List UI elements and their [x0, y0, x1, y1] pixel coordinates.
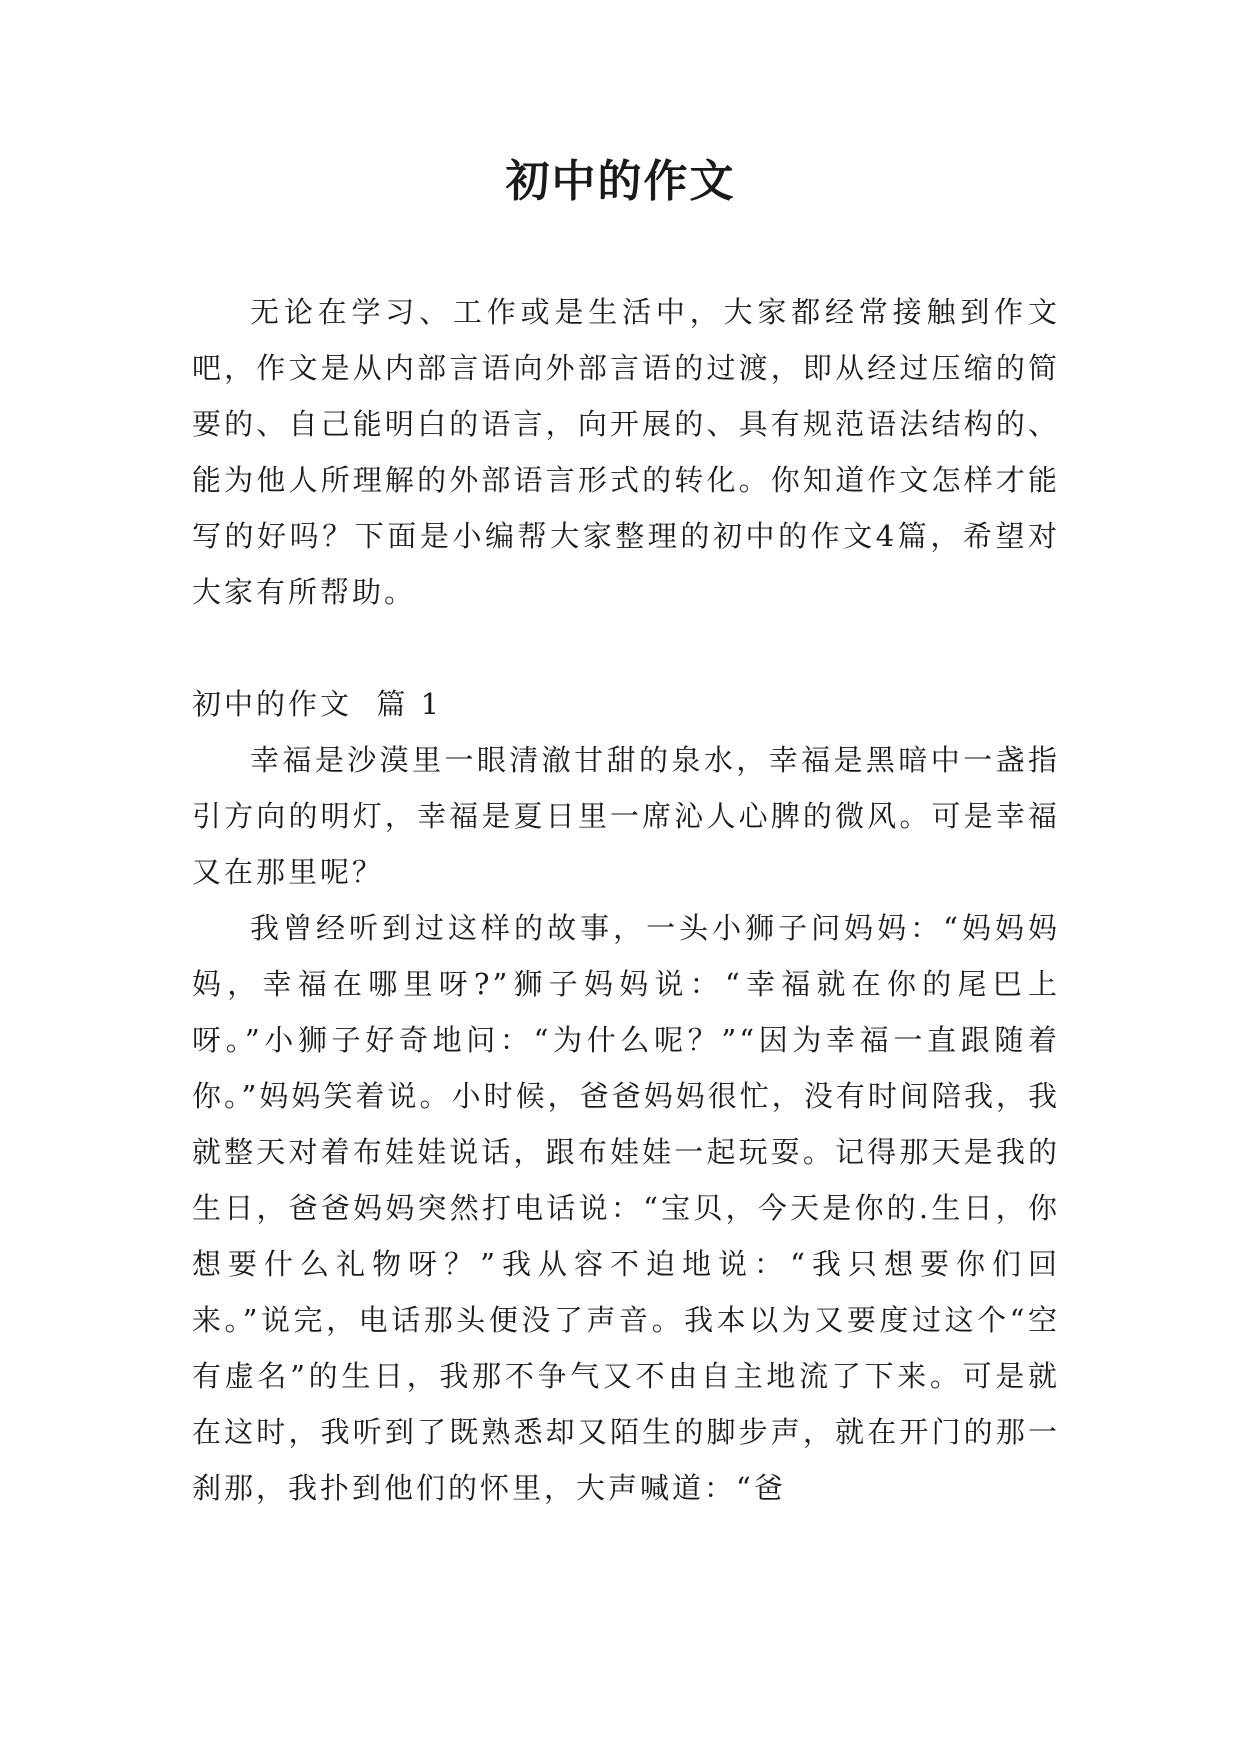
body-paragraph-2: 我曾经听到过这样的故事，一头小狮子问妈妈：“妈妈妈妈，幸福在哪里呀?”狮子妈妈说：“幸福就在你的尾巴上呀。”小狮子好奇地问：“为什么呢？”“因为幸福一直跟随着你。”妈妈笑着说。小时候，爸爸妈妈很忙，没有时间陪我，我就整天对着布娃娃说话，跟布娃娃一起玩耍。记得那天是我的生日，爸爸妈妈突然打电话说：“宝贝，今天是你的.生日，你想要什么礼物呀？”我从容不迫地说：“我只想要你们回来。”说完，电话那头便没了声音。我本以为又要度过这个“空有虚名”的生日，我那不争气又不由自主地流了下来。可是就在这时，我听到了既熟悉却又陌生的脚步声，就在开门的那一刹那，我扑到他们的怀里，大声喊道：“爸: [192, 911, 1060, 1505]
document-body: [192, 284, 1060, 1516]
document-title: 初中的作文: [505, 156, 736, 207]
section-heading: 初中的作文 篇 1: [192, 687, 443, 721]
intro-paragraph: 无论在学习、工作或是生活中，大家都经常接触到作文吧，作文是从内部言语向外部言语的过渡，即从经过压缩的简要的、自己能明白的语言，向开展的、具有规范语法结构的、能为他人所理解的外部语言形式的转化。你知道作文怎样才能写的好吗？下面是小编帮大家整理的初中的作文4篇，希望对大家有所帮助。: [192, 295, 1060, 609]
body-paragraph-1: 幸福是沙漠里一眼清澈甘甜的泉水，幸福是黑暗中一盏指引方向的明灯，幸福是夏日里一席沁人心脾的微风。可是幸福又在那里呢？: [192, 743, 1060, 889]
